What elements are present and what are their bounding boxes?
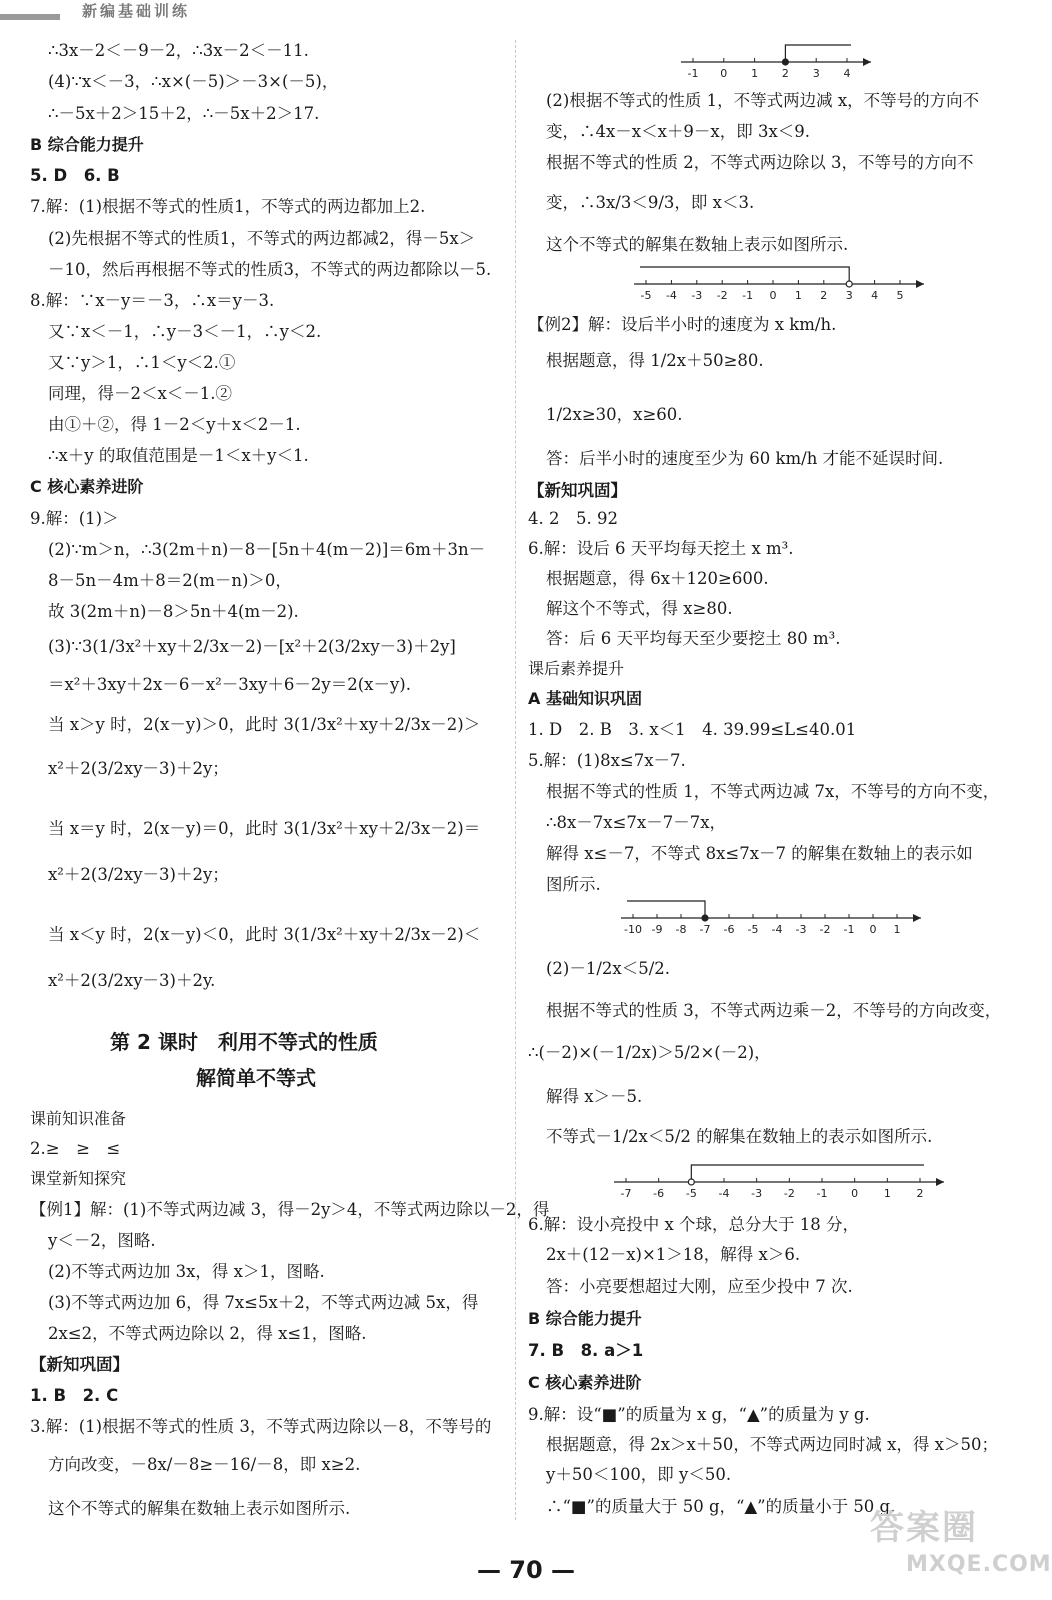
tick-label: -2 (819, 923, 831, 936)
text-line: ∴3x－2＜－9－2，∴3x－2＜－11. (48, 41, 309, 60)
text-line: (3)∵3(1/3x²＋xy＋2/3x－2)－[x²＋2(3/2xy－3)＋2y] (48, 637, 456, 656)
text-line: y＋50＜100，即 y＜50. (546, 1465, 732, 1484)
closed-point (782, 59, 788, 65)
header-bar (0, 14, 60, 20)
text-line: y＜－2，图略. (48, 1231, 156, 1250)
text-line: 9.解：设“■”的质量为 x g，“▲”的质量为 y g. (528, 1405, 870, 1424)
tick-label: 0 (769, 289, 777, 302)
tick-label: -4 (771, 923, 783, 936)
text-line: 【例2】解：设后半小时的速度为 x km/h. (528, 315, 837, 334)
text-line: ＝x²＋3xy＋2x－6－x²－3xy＋6－2y＝2(x－y). (48, 675, 411, 694)
text-line: (2)－1/2x＜5/2. (546, 959, 671, 978)
text-line: 5.解：(1)8x≤7x－7. (528, 751, 686, 770)
tick-label: -5 (640, 289, 652, 302)
lesson-title: 第 2 课时 利用不等式的性质 (110, 1030, 378, 1054)
number-line (634, 264, 924, 308)
section-heading: A 基础知识巩固 (528, 689, 642, 708)
tick-label: 2 (820, 289, 828, 302)
number-line (621, 898, 921, 942)
tick-label: -6 (723, 923, 735, 936)
text-line: 当 x＜y 时，2(x－y)＜0，此时 3(1/3x²＋xy＋2/3x－2)＜ (48, 925, 481, 944)
text-line: 故 3(2m＋n)－8＞5n＋4(m－2). (48, 602, 299, 621)
tick-label: -1 (843, 923, 855, 936)
text-line: 解得 x＞－5. (546, 1087, 643, 1106)
text-line: 7.解：(1)根据不等式的性质1，不等式的两边都加上2. (30, 197, 426, 216)
text-line: x²＋2(3/2xy－3)＋2y. (48, 971, 216, 990)
tick-label: -5 (747, 923, 759, 936)
tick-label: -3 (751, 1187, 763, 1200)
text-line: 答：后半小时的速度至少为 60 km/h 才能不延误时间. (546, 449, 944, 468)
answer-line: 1. D 2. B 3. x＜1 4. 39.99≤L≤40.01 (528, 720, 857, 739)
watermark-text: 答案圈 (870, 1508, 978, 1548)
section-heading: C 核心素养进阶 (30, 477, 144, 496)
text-line: 当 x＝y 时，2(x－y)＝0，此时 3(1/3x²＋xy＋2/3x－2)＝ (48, 819, 481, 838)
tick-label: -6 (653, 1187, 665, 1200)
axis-arrow (936, 1178, 944, 1186)
tick-label: 2 (916, 1187, 924, 1200)
text-line: 9.解：(1)＞ (30, 509, 119, 528)
tick-label: 0 (851, 1187, 859, 1200)
open-point (688, 1179, 694, 1185)
text-line: (2)不等式两边加 3x，得 x＞1，图略. (48, 1262, 325, 1281)
text-line: (2)∵m＞n，∴3(2m＋n)－8－[5n＋4(m－2)]＝6m＋3n－ (48, 540, 486, 559)
text-line: 图所示. (546, 875, 601, 894)
tick-label: -3 (691, 289, 703, 302)
text-line: 由①＋②，得 1－2＜y＋x＜2－1. (48, 415, 301, 434)
closed-point (702, 915, 708, 921)
column-divider (515, 40, 516, 1520)
text-line: x²＋2(3/2xy－3)＋2y； (48, 759, 229, 778)
tick-label: -1 (816, 1187, 828, 1200)
tick-label: -1 (687, 67, 699, 80)
tick-label: -7 (699, 923, 711, 936)
watermark-url: MXQE.COM (906, 1552, 1052, 1577)
text-line: 解得 x≤－7，不等式 8x≤7x－7 的解集在数轴上的表示如 (546, 844, 973, 863)
text-line: ∴x＋y 的取值范围是－1＜x＋y＜1. (48, 446, 309, 465)
answer-line: 7. B 8. a＞1 (528, 1341, 644, 1360)
text-line: 根据不等式的性质 1，不等式两边减 7x，不等号的方向不变， (546, 782, 1000, 801)
solution-ray (627, 901, 705, 918)
text-line: 根据题意，得 6x＋120≥600. (546, 569, 769, 588)
text-line: 2x≤2，不等式两边除以 2，得 x≤1，图略. (48, 1324, 367, 1343)
text-line: 根据题意，得 1/2x＋50≥80. (546, 351, 764, 370)
tick-label: -5 (685, 1187, 697, 1200)
solution-ray (691, 1165, 924, 1182)
text-line: 当 x＞y 时，2(x－y)＞0，此时 3(1/3x²＋xy＋2/3x－2)＞ (48, 715, 481, 734)
section-heading: 【新知巩固】 (528, 481, 627, 500)
number-line (681, 42, 871, 82)
text-line: －10，然后再根据不等式的性质3，不等式的两边都除以－5. (48, 260, 492, 279)
text-line: 这个不等式的解集在数轴上表示如图所示. (48, 1499, 351, 1518)
text-line: 解这个不等式，得 x≥80. (546, 599, 733, 618)
text-line: 又∵x＜－1，∴y－3＜－1，∴y＜2. (48, 322, 322, 341)
tick-label: -9 (651, 923, 663, 936)
open-point (846, 281, 852, 287)
tick-label: -3 (795, 923, 807, 936)
tick-label: 1 (893, 923, 901, 936)
text-line: x²＋2(3/2xy－3)＋2y； (48, 865, 229, 884)
text-line: 【例1】解：(1)不等式两边减 3，得－2y＞4，不等式两边除以－2，得 (30, 1200, 550, 1219)
text-line: 这个不等式的解集在数轴上表示如图所示. (546, 235, 849, 254)
solution-ray (785, 45, 851, 62)
text-line: 同理，得－2＜x＜－1.② (48, 384, 233, 403)
tick-label: -1 (742, 289, 754, 302)
text-line: 根据题意，得 2x＞x＋50，不等式两边同时减 x，得 x＞50； (546, 1435, 998, 1454)
text-line: (4)∵x＜－3，∴x×(－5)＞－3×(－5)， (48, 72, 339, 91)
tick-label: 3 (812, 67, 820, 80)
tick-label: -2 (716, 289, 728, 302)
text-line: (3)不等式两边加 6，得 7x≤5x＋2，不等式两边减 5x，得 (48, 1293, 479, 1312)
text-line: 2x＋(12－x)×1＞18，解得 x＞6. (546, 1245, 801, 1264)
watermark-logo (870, 1500, 1052, 1588)
tick-label: 5 (896, 289, 904, 302)
text-line: 6.解：设小亮投中 x 个球，总分大于 18 分， (528, 1215, 860, 1234)
page-header (0, 0, 1052, 22)
text-line: ∴(－2)×(－1/2x)＞5/2×(－2)， (528, 1043, 771, 1062)
lesson-subtitle: 解简单不等式 (196, 1066, 316, 1090)
tick-label: 2 (781, 67, 789, 80)
number-line (614, 1162, 944, 1206)
tick-label: -4 (665, 289, 677, 302)
text-line: 根据不等式的性质 3，不等式两边乘－2，不等号的方向改变， (546, 1001, 1002, 1020)
tick-label: 0 (720, 67, 728, 80)
text-line: 变，∴4x－x＜x＋9－x，即 3x＜9. (546, 122, 811, 141)
tick-label: 1 (794, 289, 802, 302)
tick-label: 1 (883, 1187, 891, 1200)
page-number: — 70 — (476, 1556, 576, 1584)
tick-label: 4 (871, 289, 879, 302)
text-line: 4. 2 5. 92 (528, 509, 618, 528)
text-line: (2)根据不等式的性质 1，不等式两边减 x，不等号的方向不 (546, 91, 980, 110)
tick-label: 0 (869, 923, 877, 936)
axis-arrow (916, 280, 924, 288)
text-line: 又∵y＞1，∴1＜y＜2.① (48, 353, 236, 372)
tick-label: -7 (620, 1187, 632, 1200)
text-line: 答：小亮要想超过大刚，应至少投中 7 次. (546, 1277, 853, 1296)
axis-arrow (863, 58, 871, 66)
answer-line: 5. D 6. B (30, 166, 120, 185)
tick-label: -8 (675, 923, 687, 936)
text-line: 根据不等式的性质 2，不等式两边除以 3，不等号的方向不 (546, 153, 974, 172)
text-line: 6.解：设后 6 天平均每天挖土 x m³. (528, 539, 794, 558)
text-line: 答：后 6 天平均每天至少要挖土 80 m³. (546, 629, 841, 648)
text-line: 2.≥ ≥ ≤ (30, 1139, 121, 1158)
header-title: 新编基础训练 (82, 2, 191, 20)
text-line: 不等式－1/2x＜5/2 的解集在数轴上的表示如图所示. (546, 1127, 933, 1146)
text-line: 1/2x≥30，x≥60. (546, 405, 683, 424)
section-heading: 课前知识准备 (30, 1109, 127, 1128)
section-heading: B 综合能力提升 (30, 135, 144, 154)
section-heading: 课后素养提升 (528, 659, 625, 678)
text-line: ∴8x－7x≤7x－7－7x， (546, 813, 727, 832)
tick-label: 3 (845, 289, 853, 302)
tick-label: -10 (624, 923, 642, 936)
section-heading: B 综合能力提升 (528, 1309, 642, 1328)
section-heading: 【新知巩固】 (30, 1355, 129, 1374)
answer-line: 1. B 2. C (30, 1386, 119, 1405)
text-line: 8.解：∵x－y＝－3，∴x＝y－3. (30, 291, 275, 310)
text-line: 方向改变，－8x/－8≥－16/－8，即 x≥2. (48, 1455, 361, 1474)
text-line: 3.解：(1)根据不等式的性质 3，不等式两边除以－8，不等号的 (30, 1417, 492, 1436)
text-line: (2)先根据不等式的性质1，不等式的两边都减2，得－5x＞ (48, 229, 476, 248)
axis-arrow (913, 914, 921, 922)
text-line: 变，∴3x/3＜9/3，即 x＜3. (546, 193, 755, 212)
tick-label: 4 (843, 67, 851, 80)
section-heading: C 核心素养进阶 (528, 1373, 642, 1392)
text-line: ∴－5x＋2＞15＋2，∴－5x＋2＞17. (48, 104, 320, 123)
tick-label: -4 (718, 1187, 730, 1200)
text-line: ∴“■”的质量大于 50 g，“▲”的质量小于 50 g. (546, 1497, 896, 1516)
section-heading: 课堂新知探究 (30, 1169, 127, 1188)
tick-label: -2 (783, 1187, 795, 1200)
tick-label: 1 (751, 67, 759, 80)
text-line: 8－5n－4m＋8＝2(m－n)＞0， (48, 571, 292, 590)
